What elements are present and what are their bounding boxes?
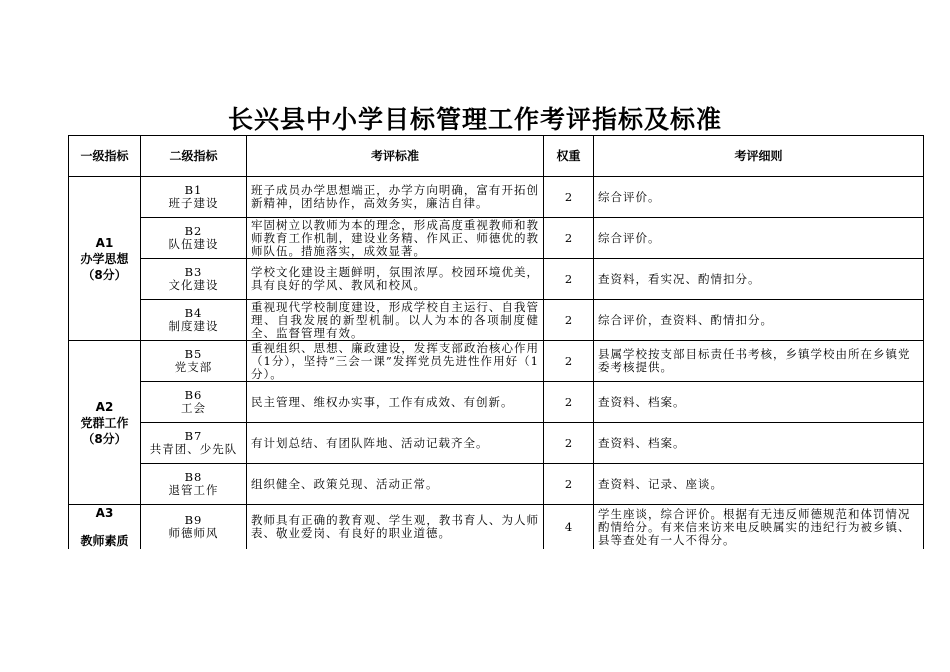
- level2-code: B2: [184, 224, 203, 238]
- standard-cell: 班子成员办学思想端正，办学方向明确，富有开拓创新精神，团结协作，高效务实，廉洁自律。: [247, 177, 544, 218]
- level2-name: 队伍建设: [168, 237, 219, 251]
- level2-code: B5: [184, 347, 203, 361]
- level2-cell: [141, 177, 247, 218]
- detail-cell: 查资料、记录、座谈。: [594, 464, 924, 505]
- level1-cell-a2: [69, 341, 141, 505]
- weight-cell: 2: [544, 341, 594, 382]
- table-row: [69, 505, 924, 550]
- detail-cell: 综合评价，查资料、酌情扣分。: [594, 300, 924, 341]
- level2-name: 制度建设: [168, 319, 219, 333]
- weight-cell: 2: [544, 423, 594, 464]
- table-row: [69, 218, 924, 259]
- weight-cell: 2: [544, 382, 594, 423]
- header-detail: 考评细则: [594, 136, 924, 177]
- standard-cell: 学校文化建设主题鲜明，氛围浓厚。校园环境优美，具有良好的学风、教风和校风。: [247, 259, 544, 300]
- detail-cell: 综合评价。: [594, 177, 924, 218]
- level2-name: 退管工作: [168, 483, 219, 497]
- level1-name: 办学思想: [80, 251, 129, 266]
- header-standard: 考评标准: [247, 136, 544, 177]
- level2-code: B6: [184, 388, 203, 402]
- level2-name: 师德师风: [168, 526, 219, 540]
- level2-cell: [141, 218, 247, 259]
- standard-cell: 组织健全、政策兑现、活动正常。: [247, 464, 544, 505]
- table-row: [69, 341, 924, 382]
- level2-code: B4: [184, 306, 203, 320]
- standard-cell: 重视现代学校制度建设，形成学校自主运行、自我管理、自我发展的新型机制。以人为本的各项制度健全、监督管理有效。: [247, 300, 544, 341]
- level1-code: A2: [95, 399, 114, 414]
- level2-cell: [141, 505, 247, 550]
- table-row: [69, 300, 924, 341]
- level2-name: 班子建设: [168, 196, 219, 210]
- table-row: [69, 259, 924, 300]
- level1-name: 党群工作: [80, 415, 129, 430]
- weight-cell: 2: [544, 218, 594, 259]
- level2-cell: [141, 341, 247, 382]
- level2-code: B3: [184, 265, 203, 279]
- detail-cell: 查资料、档案。: [594, 382, 924, 423]
- header-level2: 二级指标: [141, 136, 247, 177]
- standard-cell: 教师具有正确的教育观、学生观，教书育人、为人师表、敬业爱岗、有良好的职业道德。: [247, 505, 544, 550]
- level1-code: A3: [95, 506, 114, 520]
- level1-name: 教师素质: [80, 534, 129, 548]
- level2-name: 共青团、少先队: [149, 442, 238, 456]
- level1-score: （8分）: [82, 431, 127, 446]
- detail-cell: 查资料、档案。: [594, 423, 924, 464]
- weight-cell: 2: [544, 464, 594, 505]
- level2-cell: [141, 382, 247, 423]
- detail-cell: 查资料，看实况、酌情扣分。: [594, 259, 924, 300]
- level1-score: （8分）: [82, 267, 127, 282]
- level2-name: 文化建设: [168, 278, 219, 292]
- level2-code: B7: [184, 429, 203, 443]
- level2-code: B1: [184, 183, 203, 197]
- level2-cell: [141, 464, 247, 505]
- standard-cell: 民主管理、维权办实事，工作有成效、有创新。: [247, 382, 544, 423]
- level1-cell-a1: [69, 177, 141, 341]
- header-level1: 一级指标: [69, 136, 141, 177]
- table-row: [69, 382, 924, 423]
- weight-cell: 4: [544, 505, 594, 550]
- detail-cell: 县属学校按支部目标责任书考核，乡镇学校由所在乡镇党委考核提供。: [594, 341, 924, 382]
- level2-code: B8: [184, 470, 203, 484]
- standard-cell: 牢固树立以教师为本的理念，形成高度重视教师和教师教育工作机制，建设业务精、作风正、师德优的教师队伍。措施落实，成效显著。: [247, 218, 544, 259]
- weight-cell: 2: [544, 259, 594, 300]
- weight-cell: 2: [544, 300, 594, 341]
- table-row: [69, 423, 924, 464]
- level2-cell: [141, 300, 247, 341]
- level1-code: A1: [95, 235, 114, 250]
- table-header-row: [69, 136, 924, 177]
- detail-cell: 综合评价。: [594, 218, 924, 259]
- level2-name: 党支部: [174, 360, 213, 374]
- level1-cell-a3: [69, 505, 141, 550]
- standard-cell: 重视组织、思想、廉政建设，发挥支部政治核心作用（1分），坚持“三会一课”发挥党员先进性作用好（1分）。: [247, 341, 544, 382]
- table-row: [69, 177, 924, 218]
- table-row: [69, 464, 924, 505]
- standard-cell: 有计划总结、有团队阵地、活动记载齐全。: [247, 423, 544, 464]
- detail-cell: 学生座谈，综合评价。根据有无违反师德规范和体罚情况酌情给分。有来信来访来电反映属实的违纪行为被乡镇、县等查处有一人不得分。: [594, 505, 924, 550]
- evaluation-table: [68, 135, 924, 549]
- document-title: 长兴县中小学目标管理工作考评指标及标准: [227, 105, 722, 134]
- level2-code: B9: [184, 513, 203, 527]
- level2-cell: [141, 423, 247, 464]
- header-weight: 权重: [544, 136, 594, 177]
- level2-name: 工会: [181, 401, 206, 415]
- weight-cell: 2: [544, 177, 594, 218]
- level2-cell: [141, 259, 247, 300]
